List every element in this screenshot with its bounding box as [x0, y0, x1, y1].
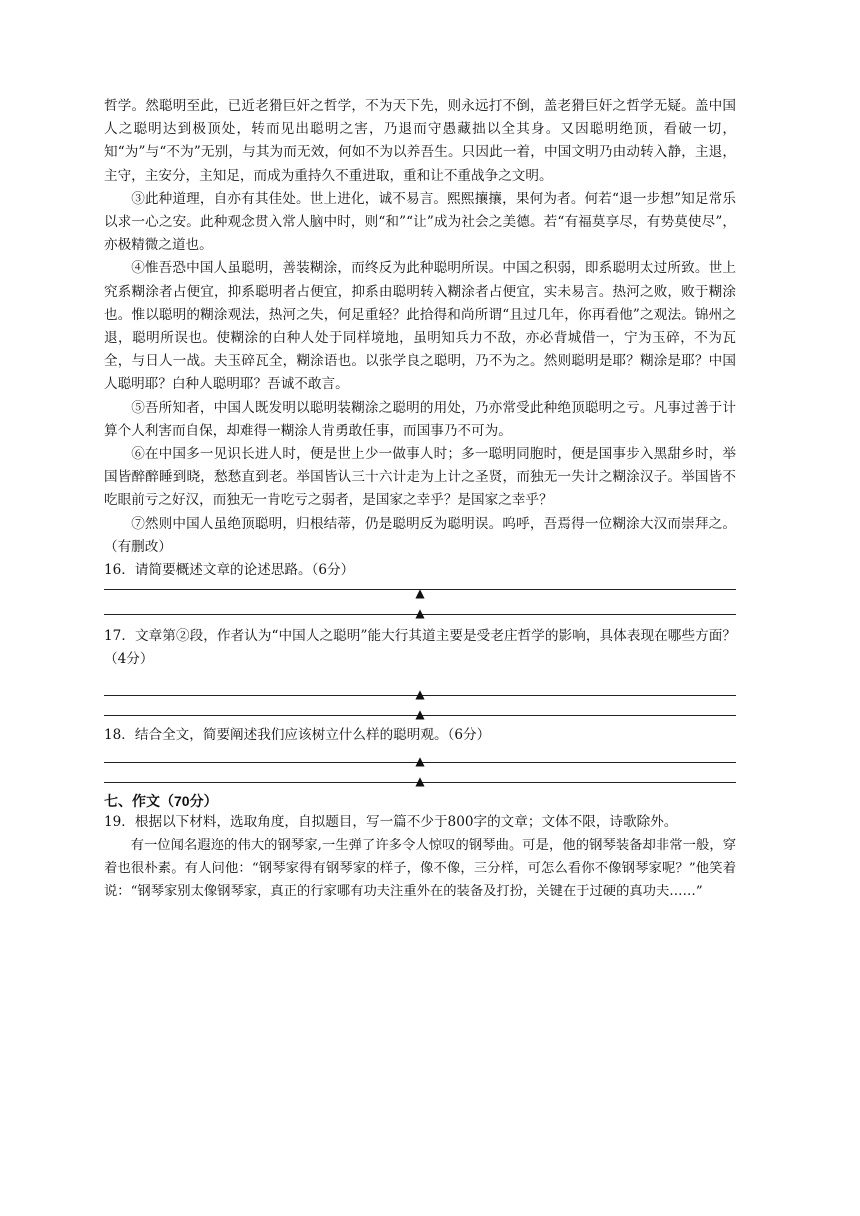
answer-line[interactable] — [104, 747, 736, 767]
essay-material: 有一位闻名遐迩的伟大的钢琴家,一生弹了许多令人惊叹的钢琴曲。可是，他的钢琴装备却非常一般，穿着也很朴素。有人问他：“钢琴家得有钢琴家的样子，像不像，三分样，可怎么看你不像钢琴家呢？”他笑着说：“钢琴家别太像钢琴家，真正的行家哪有功夫注重外在的装备及打扮，关键在于过硬的真功夫……” — [104, 838, 736, 900]
answer-line[interactable] — [104, 582, 736, 599]
essay-prompt: 19．根据以下材料，选取角度，自拟题目，写一篇不少于800字的文章；文体不限，诗歌除外。 — [104, 813, 678, 830]
passage-paragraph-6: ⑥在中国多一见识长进人时，便是世上少一做事人时；多一聪明同胞时，便是国事步入黑甜乡时，举国皆醉醉睡到晓，愁愁直到老。举国皆认三十六计走为上计之圣贤，而独无一失计之糊涂汉子。举国皆不吃眼前亏之好汉，而独无一肯吃亏之弱者，是国家之幸乎？是国家之幸乎？ — [104, 446, 736, 509]
answer-triangle-icon: ▲ — [415, 753, 425, 768]
question-18: 18．结合全文，简要阐述我们应该树立什么样的聪明观。（6分） — [104, 726, 491, 743]
question-17: 17．文章第②段，作者认为“中国人之聪明”能大行其道主要是受老庄哲学的影响，具体表现在哪些方面？（4分） — [104, 628, 736, 668]
answer-triangle-icon: ▲ — [415, 606, 425, 621]
answer-triangle-icon: ▲ — [415, 773, 425, 788]
answer-triangle-icon: ▲ — [415, 686, 425, 701]
answer-line[interactable] — [104, 700, 736, 720]
answer-triangle-icon: ▲ — [415, 706, 425, 721]
question-16: 16．请简要概述文章的论述思路。（6分） — [104, 562, 355, 579]
answer-line[interactable] — [104, 672, 736, 700]
exam-page — [104, 95, 736, 904]
section-heading: 七、作文（70分） — [104, 792, 218, 809]
passage-paragraph-2-continued: 哲学。然聪明至此，已近老猾巨奸之哲学，不为天下先，则永远打不倒，盖老猾巨奸之哲学无疑。盖中国人之聪明达到极顶处，转而见出聪明之害，乃退而守愚藏拙以全其身。又因聪明绝顶，看破一切，知“为”与“不为”无别，与其为而无效，何如不为以养吾生。只因此一着，中国文明乃由动转入静，主退，主守，主安分，主知足，而成为重持久不重进取，重和让不重战争之文明。 — [104, 98, 736, 184]
answer-triangle-icon: ▲ — [415, 586, 425, 601]
answer-line[interactable] — [104, 767, 736, 787]
passage-paragraph-3: ③此种道理，自亦有其佳处。世上进化，诚不易言。熙熙攘攘，果何为者。何若“退一步想”知足常乐以求一心之安。此种观念贯入常人脑中时，则“和”“让”成为社会之美德。若“有福莫享尽，有势莫使尽”，亦极精微之道也。 — [104, 190, 736, 254]
passage-paragraph-4: ④惟吾恐中国人虽聪明，善装糊涂，而终反为此种聪明所误。中国之积弱，即系聪明太过所致。世上究系糊涂者占便宜，抑系聪明者占便宜，抑系由聪明转入糊涂者占便宜，实未易言。热河之败，败于糊涂也。惟以聪明的糊涂观法，热河之失，何足重轻？此拾得和尚所谓“且过几年，你再看他”之观法。锦州之退，聪明所误也。使糊涂的白种人处于同样境地，虽明知兵力不敌，亦必背城借一，宁为玉碎，不为瓦全，与日人一战。夫玉碎瓦全，糊涂语也。以张学良之聪明，乃不为之。然则聪明是耶？糊涂是耶？中国人聪明耶？白种人聪明耶？吾诚不敢言。 — [104, 260, 736, 393]
passage-paragraph-5: ⑤吾所知者，中国人既发明以聪明装糊涂之聪明的用处，乃亦常受此种绝顶聪明之亏。凡事过善于计算个人利害而自保，却难得一糊涂人肯勇敢任事，而国事乃不可为。 — [104, 399, 736, 439]
passage-paragraph-7: ⑦然则中国人虽绝顶聪明，归根结蒂，仍是聪明反为聪明误。呜呼，吾焉得一位糊涂大汉而崇拜之。（有删改） — [104, 515, 736, 555]
answer-line[interactable] — [104, 599, 736, 619]
